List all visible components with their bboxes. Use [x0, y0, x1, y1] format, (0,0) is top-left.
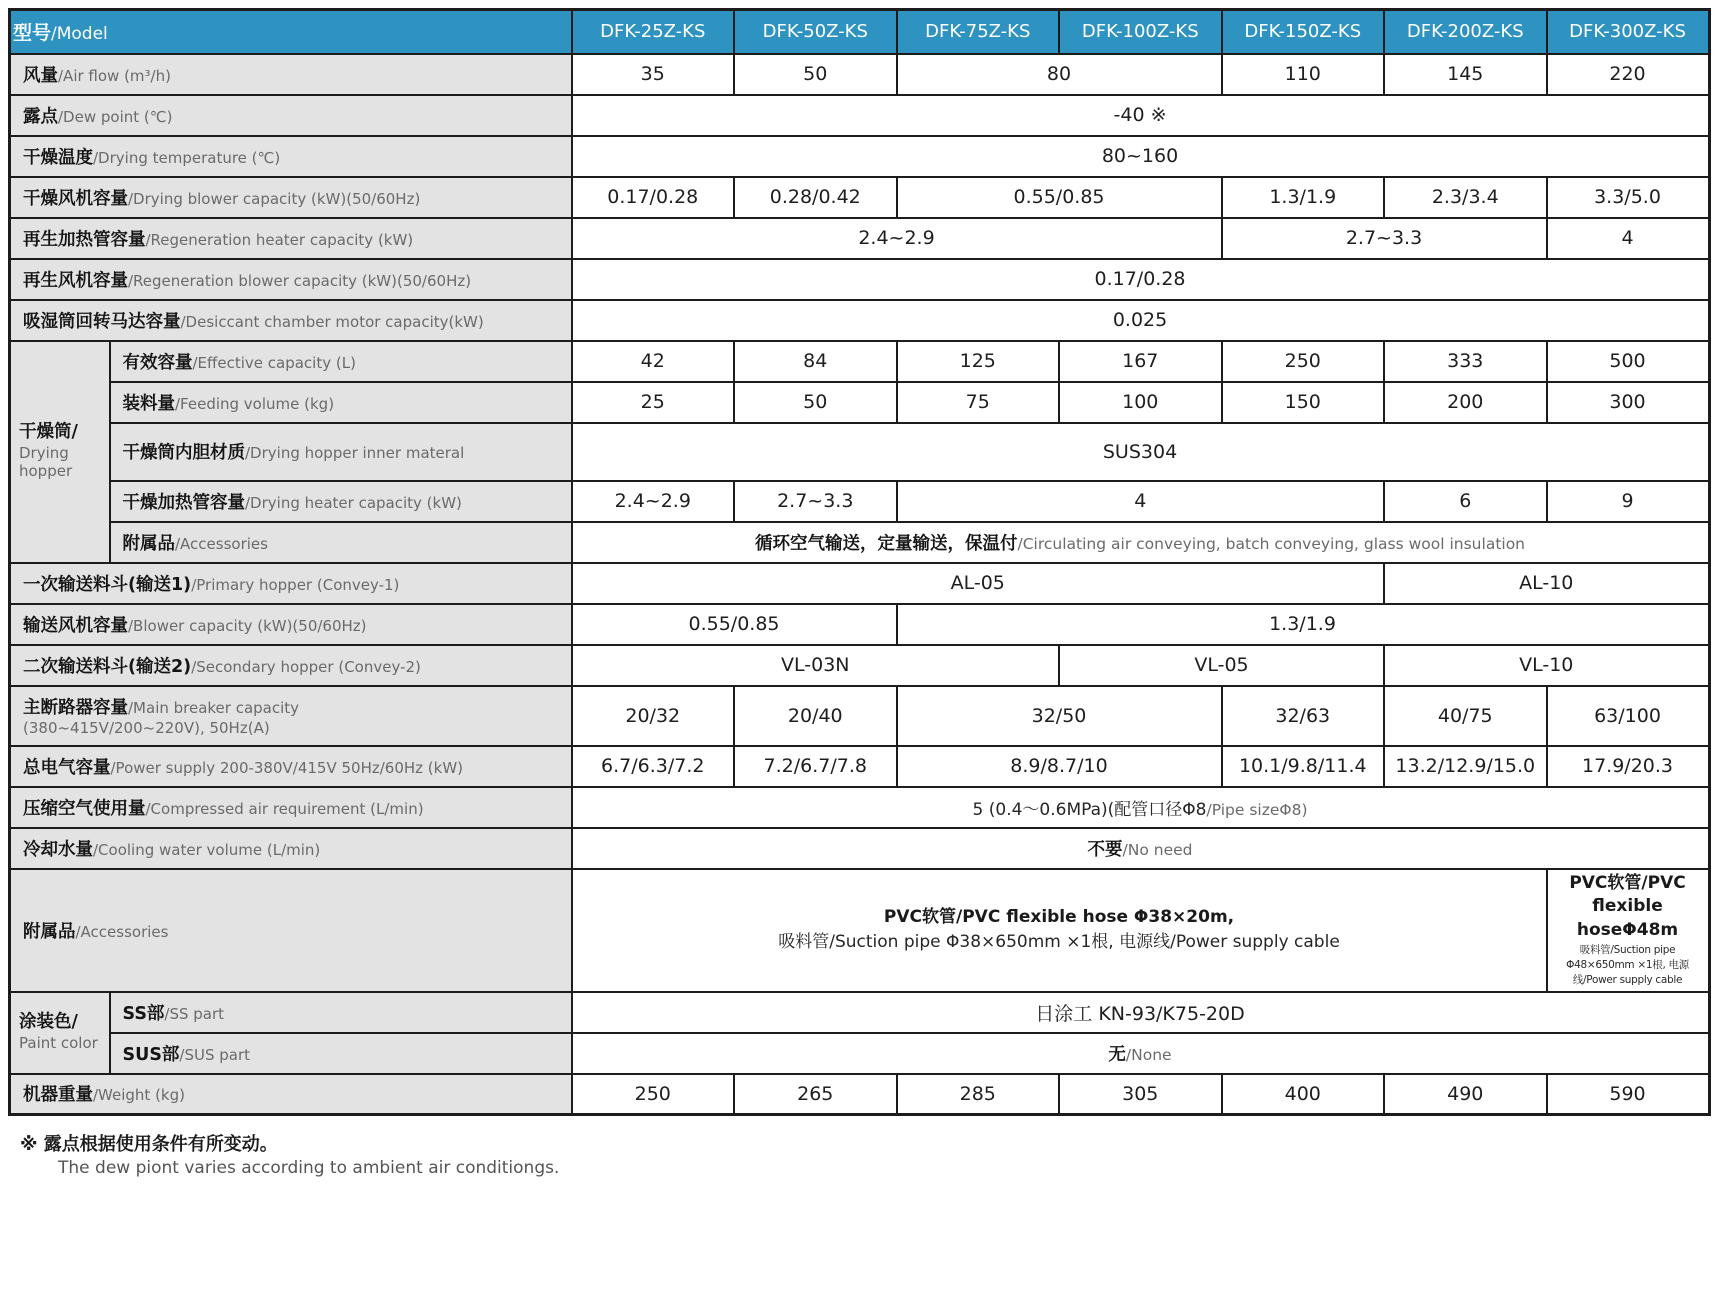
value-cell: 2.4~2.9 [572, 481, 735, 522]
value-cell: 220 [1547, 54, 1710, 95]
value-line1: PVC软管/PVC flexible hoseΦ48m [1569, 872, 1686, 941]
value-cell: SUS304 [572, 423, 1710, 481]
label-en: /Desiccant chamber motor capacity(kW) [180, 312, 484, 331]
value-cell: AL-05 [572, 563, 1385, 604]
row-drying-temperature [10, 136, 1710, 177]
value-zh: 无 [1108, 1044, 1126, 1065]
label-primary-hopper [10, 563, 572, 604]
label-en: /Drying blower capacity (kW)(50/60Hz) [128, 189, 421, 208]
label-en: /Drying heater capacity (kW) [245, 493, 462, 512]
value-cell: -40 ※ [572, 95, 1710, 136]
value-cell: 590 [1547, 1074, 1710, 1115]
value-cell: 7.2/6.7/7.8 [734, 746, 897, 787]
value-cell: 80 [897, 54, 1222, 95]
column-header-dfk-75z-ks: DFK-75Z-KS [897, 10, 1060, 54]
value-zh: 不要 [1087, 839, 1123, 860]
value-cell: 0.28/0.42 [734, 177, 897, 218]
value-cell-accessories-std [572, 869, 1547, 992]
label-weight [10, 1074, 572, 1115]
value-cell: 4 [897, 481, 1385, 522]
value-cell: 0.17/0.28 [572, 177, 735, 218]
row-dew-point [10, 95, 1710, 136]
label-desiccant-chamber-motor-capacity [10, 300, 572, 341]
value-cell: 20/32 [572, 686, 735, 746]
label-feeding-volume [110, 382, 572, 423]
column-header-dfk-150z-ks: DFK-150Z-KS [1222, 10, 1385, 54]
value-cell: 9 [1547, 481, 1710, 522]
label-air-flow [10, 54, 572, 95]
group-paint-color [10, 992, 110, 1074]
value-cell [572, 522, 1710, 563]
value-cell: 63/100 [1547, 686, 1710, 746]
value-cell [572, 1033, 1710, 1074]
value-cell: 50 [734, 382, 897, 423]
label-zh: 附属品 [122, 533, 175, 554]
value-en: /No need [1122, 840, 1193, 859]
label-zh: 主断路器容量 [23, 697, 128, 718]
value-cell: 10.1/9.8/11.4 [1222, 746, 1385, 787]
value-cell: 2.7~3.3 [1222, 218, 1547, 259]
group-label-zh: 干燥筒/ [19, 421, 78, 442]
label-zh: 干燥风机容量 [23, 188, 128, 209]
row-compressed-air-requirement [10, 787, 1710, 828]
label-zh: 输送风机容量 [23, 615, 128, 636]
value-cell: 3.3/5.0 [1547, 177, 1710, 218]
label-effective-capacity [110, 341, 572, 382]
value-cell: 100 [1059, 382, 1222, 423]
label-drying-heater-capacity [110, 481, 572, 522]
label-en: /Dew point (℃) [58, 107, 173, 126]
header-model-zh: 型号 [13, 22, 52, 45]
value-cell: 490 [1384, 1074, 1547, 1115]
column-header-dfk-50z-ks: DFK-50Z-KS [734, 10, 897, 54]
label-zh: SUS部 [122, 1044, 180, 1065]
value-cell: 150 [1222, 382, 1385, 423]
label-zh: 压缩空气使用量 [23, 798, 146, 819]
value-cell: 17.9/20.3 [1547, 746, 1710, 787]
value-cell: 13.2/12.9/15.0 [1384, 746, 1547, 787]
value-cell: 6 [1384, 481, 1547, 522]
row-accessories [10, 869, 1710, 992]
label-blower-capacity [10, 604, 572, 645]
row-regeneration-heater-capacity [10, 218, 1710, 259]
label-zh: 总电气容量 [23, 757, 111, 778]
label-en: /Drying temperature (℃) [93, 148, 281, 167]
label-sus-part [110, 1033, 572, 1074]
value-cell: 145 [1384, 54, 1547, 95]
label-zh: 干燥加热管容量 [122, 492, 245, 513]
value-cell: 110 [1222, 54, 1385, 95]
value-cell: 40/75 [1384, 686, 1547, 746]
label-zh: 露点 [23, 106, 58, 127]
label-zh: SS部 [122, 1003, 165, 1024]
label-en: /Primary hopper (Convey-1) [191, 575, 400, 594]
row-drying-heater-capacity [10, 481, 1710, 522]
value-cell: 1.3/1.9 [897, 604, 1710, 645]
label-zh: 二次输送料斗(输送2) [23, 656, 192, 677]
value-cell: 200 [1384, 382, 1547, 423]
value-cell: 75 [897, 382, 1060, 423]
column-header-dfk-200z-ks: DFK-200Z-KS [1384, 10, 1547, 54]
label-en: /Weight (kg) [93, 1086, 185, 1105]
label-en: /Regeneration blower capacity (kW)(50/60Hz) [128, 271, 472, 290]
footnote-zh: ※ 露点根据使用条件有所变动。 [20, 1134, 278, 1156]
group-label-zh: 涂装色/ [19, 1012, 78, 1033]
label-zh: 风量 [23, 65, 58, 86]
value-cell: 2.4~2.9 [572, 218, 1222, 259]
group-drying-hopper [10, 341, 110, 563]
row-desiccant-chamber-motor-capacity [10, 300, 1710, 341]
row-air-flow [10, 54, 1710, 95]
label-regeneration-blower-capacity [10, 259, 572, 300]
value-cell: AL-10 [1384, 563, 1709, 604]
label-compressed-air-requirement [10, 787, 572, 828]
label-en: /Drying hopper inner materal [245, 444, 465, 462]
label-drying-blower-capacity [10, 177, 572, 218]
value-cell: 0.55/0.85 [897, 177, 1222, 218]
label-zh: 有效容量 [122, 352, 193, 373]
label-en: /Power supply 200-380V/415V 50Hz/60Hz (kW) [110, 758, 464, 777]
value-zh: 5 (0.4～0.6MPa)(配管口径Φ8 [972, 799, 1207, 820]
footnote [20, 1132, 1708, 1181]
label-ss-part [110, 992, 572, 1033]
group-label-en: Drying hopper [19, 443, 73, 481]
value-cell: 2.3/3.4 [1384, 177, 1547, 218]
label-zh: 装料量 [122, 393, 175, 414]
row-effective-capacity [10, 341, 1710, 382]
value-cell: 35 [572, 54, 735, 95]
label-en: /Cooling water volume (L/min) [93, 840, 321, 859]
value-cell: 285 [897, 1074, 1060, 1115]
value-cell: 0.025 [572, 300, 1710, 341]
value-cell: 125 [897, 341, 1060, 382]
value-cell: 25 [572, 382, 735, 423]
value-cell: 32/63 [1222, 686, 1385, 746]
footnote-en: The dew piont varies according to ambient air conditiongs. [58, 1158, 560, 1179]
value-cell: 50 [734, 54, 897, 95]
row-main-breaker-capacity [10, 686, 1710, 746]
column-header-dfk-300z-ks: DFK-300Z-KS [1547, 10, 1710, 54]
value-cell: VL-05 [1059, 645, 1384, 686]
row-cooling-water-volume [10, 828, 1710, 869]
label-drying-temperature [10, 136, 572, 177]
label-en-line2: (380~415V/200~220V), 50Hz(A) [23, 718, 270, 737]
label-en: /Main breaker capacity [128, 698, 300, 717]
table-header-row [10, 10, 1710, 54]
value-cell: 500 [1547, 341, 1710, 382]
header-model-en: /Model [51, 24, 108, 45]
label-zh: 吸湿筒回转马达容量 [23, 311, 181, 332]
value-en: /None [1125, 1045, 1172, 1064]
column-header-dfk-100z-ks: DFK-100Z-KS [1059, 10, 1222, 54]
value-cell: 42 [572, 341, 735, 382]
label-zh: 干燥筒内胆材质 [122, 443, 245, 463]
value-cell: 80~160 [572, 136, 1710, 177]
label-en: /Accessories [175, 534, 268, 553]
value-cell: 167 [1059, 341, 1222, 382]
value-cell: 1.3/1.9 [1222, 177, 1385, 218]
column-header-dfk-25z-ks: DFK-25Z-KS [572, 10, 735, 54]
value-line2: 吸料管/Suction pipe Φ48×650mm ×1根, 电源线/Power supply cable [1566, 943, 1689, 987]
row-drying-hopper-inner-material [10, 423, 1710, 481]
value-cell: 305 [1059, 1074, 1222, 1115]
row-power-supply [10, 746, 1710, 787]
value-cell: 400 [1222, 1074, 1385, 1115]
label-en: /Feeding volume (kg) [175, 394, 335, 413]
label-en: /Secondary hopper (Convey-2) [191, 657, 421, 676]
value-cell: 8.9/8.7/10 [897, 746, 1222, 787]
spec-table [8, 8, 1711, 1116]
value-cell: 250 [572, 1074, 735, 1115]
label-zh: 机器重量 [23, 1085, 93, 1106]
value-cell: VL-10 [1384, 645, 1709, 686]
value-zh: 循环空气输送，定量输送，保温付 [755, 533, 1018, 554]
value-cell: 4 [1547, 218, 1710, 259]
row-weight [10, 1074, 1710, 1115]
label-hopper-accessories [110, 522, 572, 563]
row-ss-part [10, 992, 1710, 1033]
row-secondary-hopper [10, 645, 1710, 686]
row-regeneration-blower-capacity [10, 259, 1710, 300]
row-blower-capacity [10, 604, 1710, 645]
group-label-en: Paint color [19, 1034, 98, 1053]
label-regeneration-heater-capacity [10, 218, 572, 259]
label-en: /SS part [164, 1004, 225, 1023]
label-en: /Regeneration heater capacity (kW) [145, 230, 414, 249]
label-en: /Effective capacity (L) [192, 353, 356, 372]
value-en: /Pipe sizeΦ8) [1206, 800, 1308, 819]
row-hopper-accessories [10, 522, 1710, 563]
value-cell: 2.7~3.3 [734, 481, 897, 522]
label-zh: 附属品 [23, 921, 76, 942]
label-zh: 一次输送料斗(输送1) [23, 574, 192, 595]
value-cell: VL-03N [572, 645, 1060, 686]
label-en: /Compressed air requirement (L/min) [145, 799, 424, 818]
label-secondary-hopper [10, 645, 572, 686]
row-sus-part [10, 1033, 1710, 1074]
row-drying-blower-capacity [10, 177, 1710, 218]
value-cell: 300 [1547, 382, 1710, 423]
value-cell: 20/40 [734, 686, 897, 746]
label-drying-hopper-inner-material [110, 423, 572, 481]
value-cell: 265 [734, 1074, 897, 1115]
row-feeding-volume [10, 382, 1710, 423]
value-cell: 333 [1384, 341, 1547, 382]
value-cell: 250 [1222, 341, 1385, 382]
label-accessories [10, 869, 572, 992]
value-cell: 0.17/0.28 [572, 259, 1710, 300]
value-en: /Circulating air conveying, batch conveying, glass wool insulation [1017, 534, 1526, 553]
label-zh: 再生风机容量 [23, 270, 128, 291]
label-zh: 再生加热管容量 [23, 229, 146, 250]
row-primary-hopper [10, 563, 1710, 604]
value-line1: PVC软管/PVC flexible hose Φ38×20m, [883, 906, 1235, 927]
value-cell-accessories-300z [1547, 869, 1710, 992]
label-en: /SUS part [179, 1045, 251, 1064]
label-main-breaker-capacity [10, 686, 572, 746]
label-zh: 干燥温度 [23, 147, 93, 168]
label-en: /Accessories [75, 922, 169, 941]
label-cooling-water-volume [10, 828, 572, 869]
value-cell [572, 828, 1710, 869]
value-cell: 84 [734, 341, 897, 382]
value-cell: 6.7/6.3/7.2 [572, 746, 735, 787]
label-en: /Blower capacity (kW)(50/60Hz) [128, 616, 367, 635]
label-zh: 冷却水量 [23, 839, 93, 860]
value-cell: 日涂工 KN-93/K75-20D [572, 992, 1710, 1033]
header-model-cell [10, 10, 572, 54]
value-cell: 32/50 [897, 686, 1222, 746]
label-power-supply [10, 746, 572, 787]
label-dew-point [10, 95, 572, 136]
value-cell [572, 787, 1710, 828]
label-en: /Air flow (m³/h) [58, 66, 171, 85]
value-cell: 0.55/0.85 [572, 604, 897, 645]
value-line2: 吸料管/Suction pipe Φ38×650mm ×1根, 电源线/Power supply cable [778, 931, 1340, 952]
